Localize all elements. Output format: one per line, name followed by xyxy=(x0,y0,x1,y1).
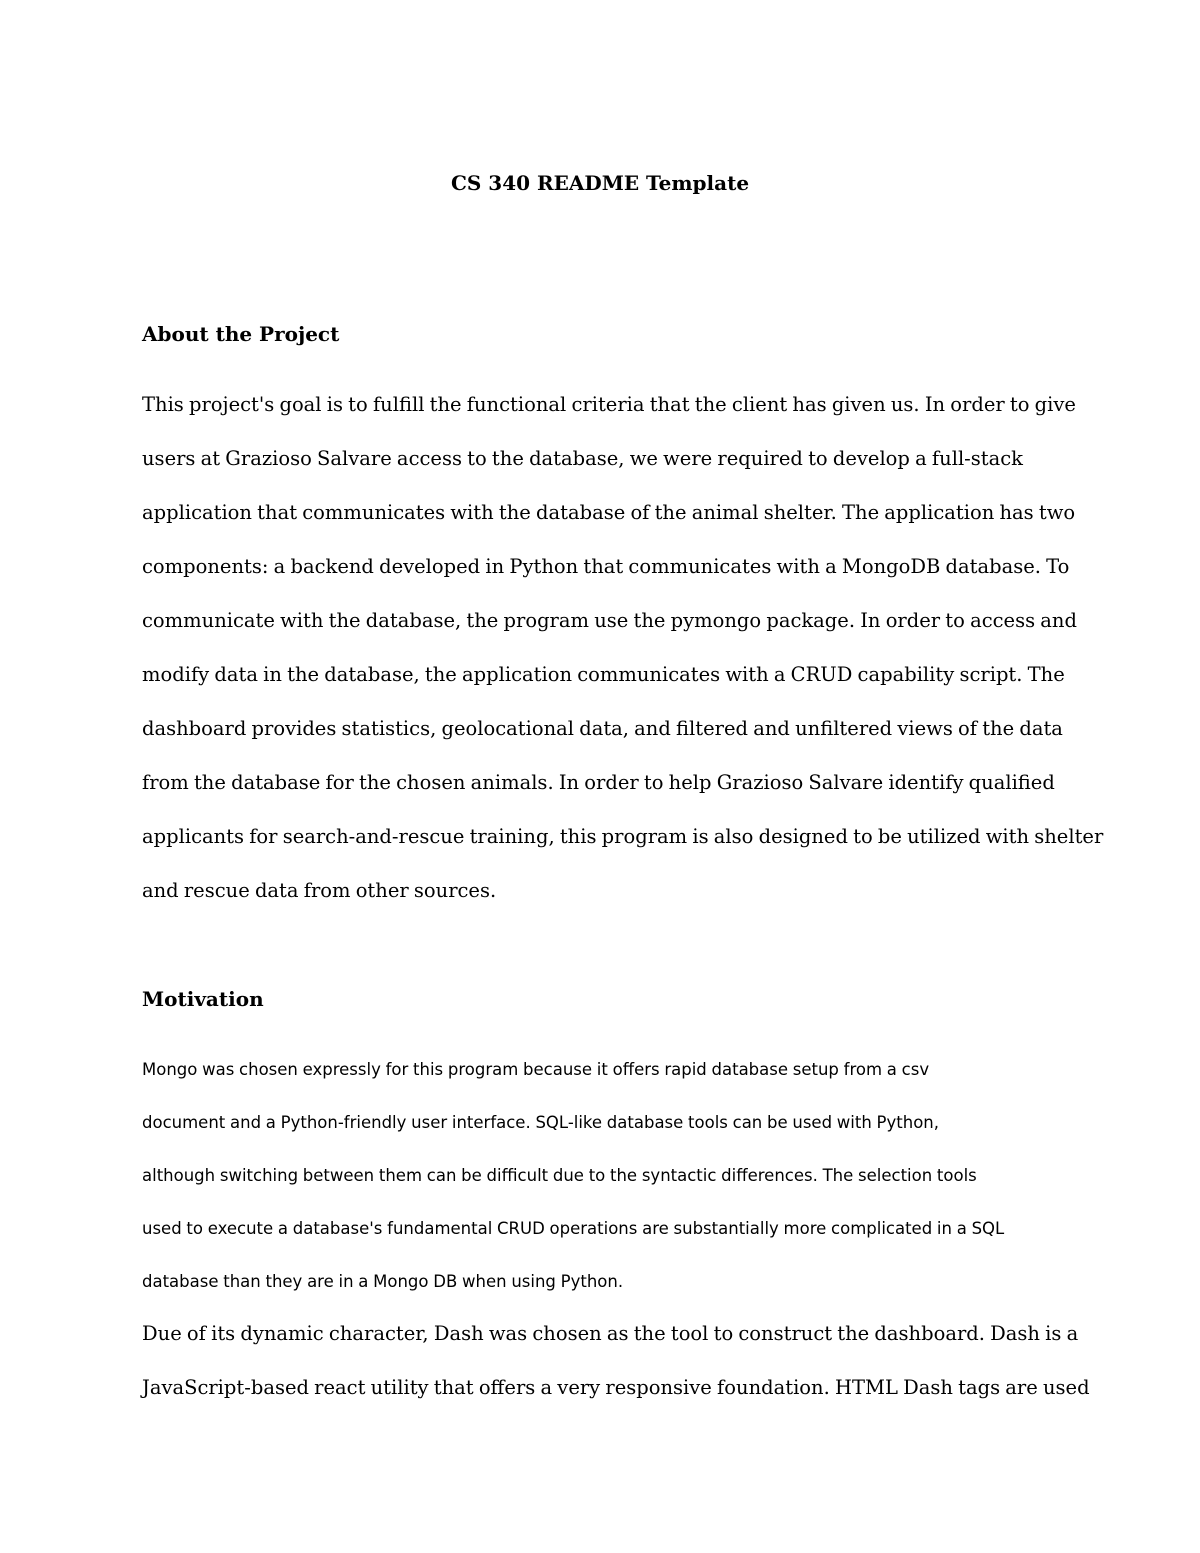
paragraph-line: modify data in the database, the application communicates with a CRUD capability script. The xyxy=(142,663,1065,686)
paragraph-line: although switching between them can be difficult due to the syntactic differences. The selection tools xyxy=(142,1166,977,1185)
paragraph-line: from the database for the chosen animals. In order to help Grazioso Salvare identify qualified xyxy=(142,771,1055,794)
paragraph-line: Mongo was chosen expressly for this program because it offers rapid database setup from a csv xyxy=(142,1060,930,1079)
paragraph-line: and rescue data from other sources. xyxy=(142,879,497,902)
paragraph-line: application that communicates with the database of the animal shelter. The application has two xyxy=(142,501,1076,524)
paragraph-line: JavaScript-based react utility that offers a very responsive foundation. HTML Dash tags are used xyxy=(142,1376,1090,1399)
paragraph-line: dashboard provides statistics, geolocational data, and filtered and unfiltered views of the data xyxy=(142,717,1063,740)
paragraph-line: This project's goal is to fulfill the functional criteria that the client has given us. In order to give xyxy=(142,393,1076,416)
about-paragraph xyxy=(142,378,1104,918)
paragraph-line: communicate with the database, the program use the pymongo package. In order to access and xyxy=(142,609,1077,632)
paragraph-line: applicants for search-and-rescue training, this program is also designed to be utilized with shelter xyxy=(142,825,1104,848)
paragraph-line: Due of its dynamic character, Dash was chosen as the tool to construct the dashboard. Dash is a xyxy=(142,1322,1079,1345)
about-heading: About the Project xyxy=(142,322,340,346)
paragraph-line: database than they are in a Mongo DB when using Python. xyxy=(142,1272,624,1291)
paragraph-line: used to execute a database's fundamental CRUD operations are substantially more complicated in a SQL xyxy=(142,1219,1005,1238)
motivation-paragraph-serif xyxy=(142,1307,1090,1415)
paragraph-line: users at Grazioso Salvare access to the database, we were required to develop a full-stack xyxy=(142,447,1023,470)
paragraph-line: components: a backend developed in Python that communicates with a MongoDB database. To xyxy=(142,555,1070,578)
motivation-heading: Motivation xyxy=(142,987,264,1011)
motivation-paragraph-sans xyxy=(142,1043,1062,1308)
document-title: CS 340 README Template xyxy=(450,171,750,195)
paragraph-line: document and a Python-friendly user interface. SQL-like database tools can be used with Python, xyxy=(142,1113,939,1132)
